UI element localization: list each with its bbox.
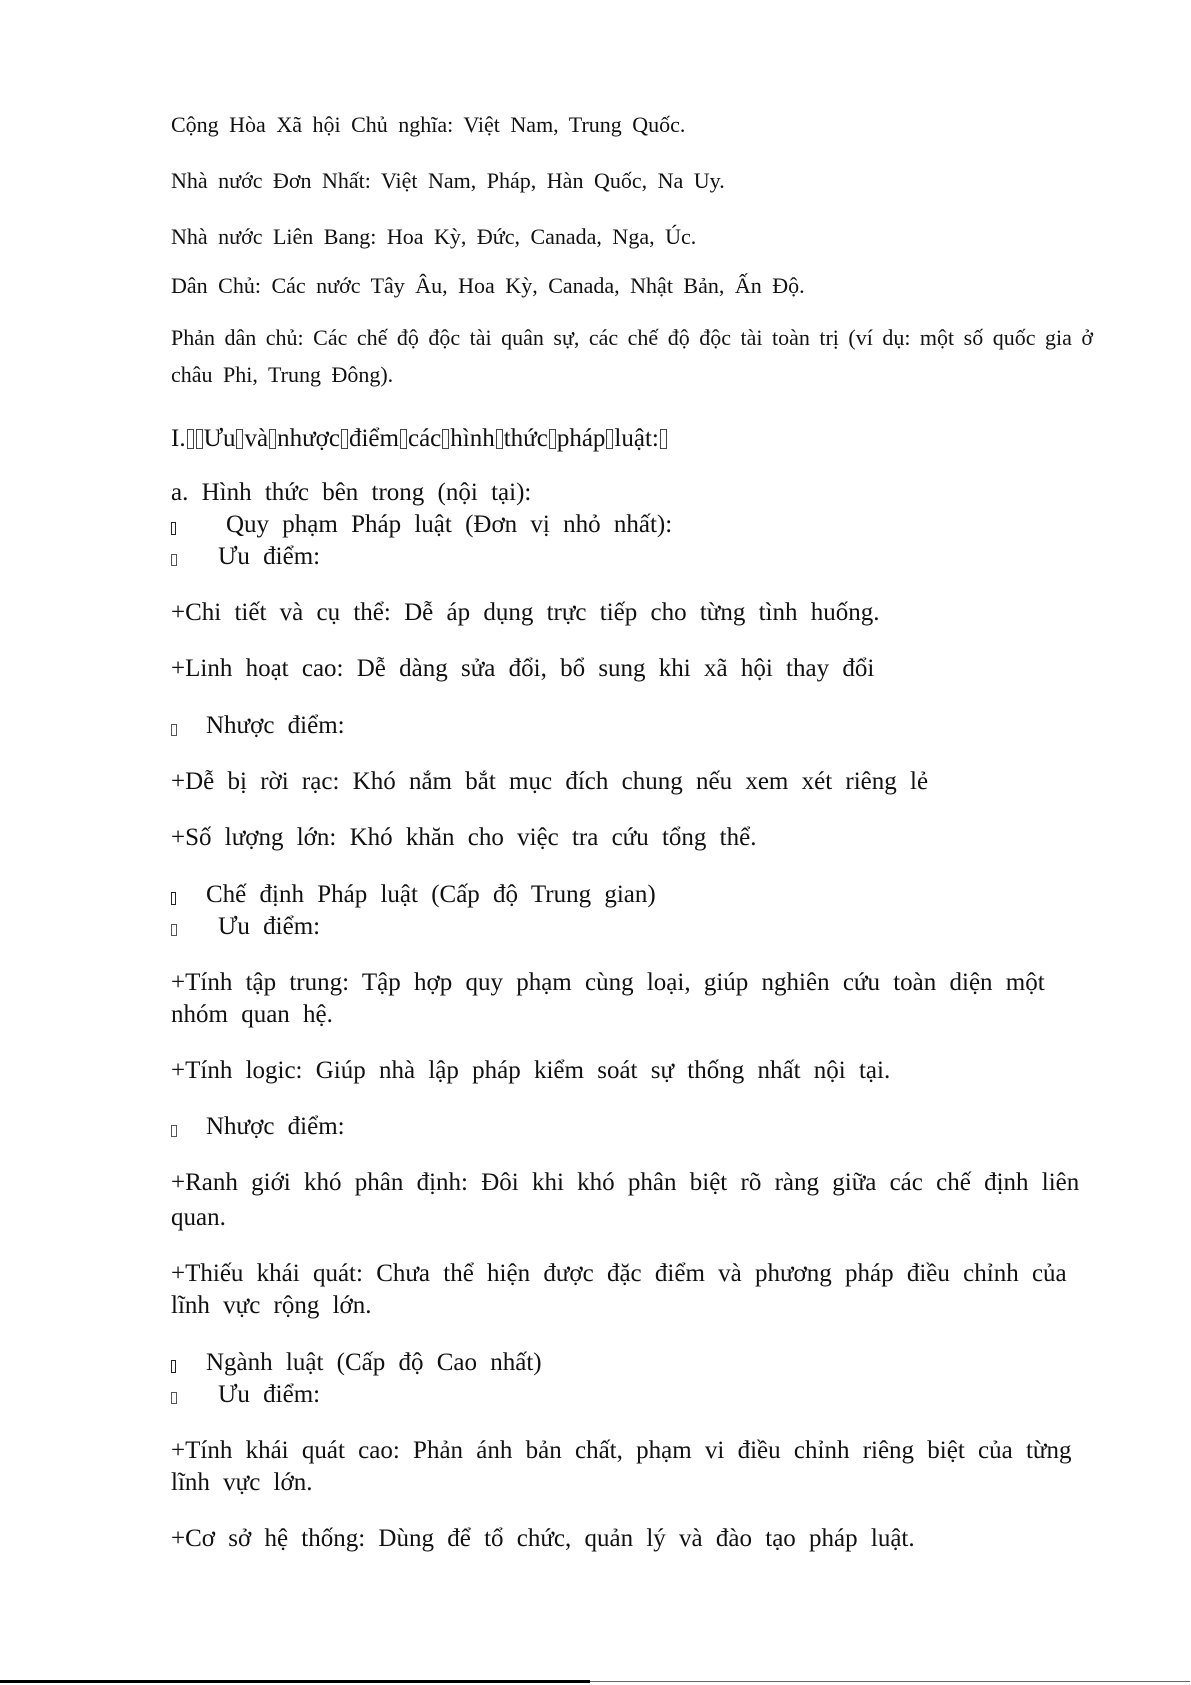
missing-glyph-icon bbox=[187, 429, 194, 449]
group-2-con-2-line-1: +Thiếu khái quát: Chưa thể hiện được đặc điểm và phương pháp điều chỉnh của bbox=[171, 1260, 1067, 1287]
bullet-icon bbox=[171, 1392, 177, 1404]
group-1-title: Quy phạm Pháp luật (Đơn vị nhỏ nhất): bbox=[226, 511, 673, 538]
group-1-con-2: +Số lượng lớn: Khó khăn cho việc tra cứu tổng thể. bbox=[171, 824, 757, 851]
bullet-icon bbox=[171, 924, 177, 936]
group-1-con-1: +Dễ bị rời rạc: Khó nắm bắt mục đích chung nếu xem xét riêng lẻ bbox=[171, 768, 929, 795]
section-heading bbox=[171, 425, 668, 453]
heading-prefix: I. bbox=[171, 425, 186, 452]
group-2-pro-2: +Tính logic: Giúp nhà lập pháp kiểm soát sự thống nhất nội tại. bbox=[171, 1057, 891, 1084]
heading-word: luật: bbox=[614, 425, 659, 452]
heading-word: hình bbox=[450, 425, 495, 452]
group-2-con-1-line-2: quan. bbox=[171, 1204, 226, 1231]
group-2-pros-label: Ưu điểm: bbox=[218, 913, 321, 940]
missing-glyph-icon bbox=[341, 429, 348, 449]
group-2-pro-1-line-2: nhóm quan hệ. bbox=[171, 1001, 333, 1028]
heading-word: pháp bbox=[556, 425, 606, 452]
group-2-cons-label: Nhược điểm: bbox=[206, 1113, 345, 1140]
group-3-pro-1-line-1: +Tính khái quát cao: Phản ánh bản chất, phạm vi điều chỉnh riêng biệt của từng bbox=[171, 1437, 1072, 1464]
bullet-icon bbox=[171, 724, 177, 736]
intro-line-5: Phản dân chủ: Các chế độ độc tài quân sự, các chế độ độc tài toàn trị (ví dụ: một số quốc gia ở bbox=[171, 325, 1093, 350]
page-divider bbox=[590, 1681, 1190, 1682]
heading-word: Ưu bbox=[203, 425, 236, 452]
missing-glyph-icon bbox=[269, 429, 276, 449]
group-3-title: Ngành luật (Cấp độ Cao nhất) bbox=[206, 1349, 542, 1376]
section-a-title: a. Hình thức bên trong (nội tại): bbox=[171, 479, 532, 506]
bullet-icon bbox=[171, 892, 176, 905]
intro-line-3: Nhà nước Liên Bang: Hoa Kỳ, Đức, Canada, Nga, Úc. bbox=[171, 224, 697, 249]
missing-glyph-icon bbox=[400, 429, 407, 449]
group-1-cons-label: Nhược điểm: bbox=[206, 712, 345, 739]
bullet-icon bbox=[171, 522, 176, 535]
missing-glyph-icon bbox=[606, 429, 613, 449]
missing-glyph-icon bbox=[442, 429, 449, 449]
group-3-pro-2: +Cơ sở hệ thống: Dùng để tổ chức, quản lý và đào tạo pháp luật. bbox=[171, 1525, 915, 1552]
missing-glyph-icon bbox=[549, 429, 556, 449]
group-3-pros-label: Ưu điểm: bbox=[218, 1381, 321, 1408]
group-1-pros-label: Ưu điểm: bbox=[218, 543, 321, 570]
intro-line-1: Cộng Hòa Xã hội Chủ nghĩa: Việt Nam, Trung Quốc. bbox=[171, 112, 686, 137]
intro-line-6: châu Phi, Trung Đông). bbox=[171, 362, 394, 387]
intro-line-2: Nhà nước Đơn Nhất: Việt Nam, Pháp, Hàn Quốc, Na Uy. bbox=[171, 168, 725, 193]
heading-word: thức bbox=[503, 425, 548, 452]
page-divider bbox=[0, 1680, 590, 1683]
group-2-con-1-line-1: +Ranh giới khó phân định: Đôi khi khó phân biệt rõ ràng giữa các chế định liên bbox=[171, 1169, 1080, 1196]
bullet-icon bbox=[171, 554, 177, 566]
missing-glyph-icon bbox=[196, 429, 203, 449]
group-2-pro-1-line-1: +Tính tập trung: Tập hợp quy phạm cùng loại, giúp nghiên cứu toàn diện một bbox=[171, 969, 1045, 996]
missing-glyph-icon bbox=[236, 429, 243, 449]
group-3-pro-1-line-2: lĩnh vực lớn. bbox=[171, 1469, 313, 1496]
group-2-con-2-line-2: lĩnh vực rộng lớn. bbox=[171, 1292, 372, 1319]
missing-glyph-icon bbox=[496, 429, 503, 449]
bullet-icon bbox=[171, 1360, 176, 1373]
group-1-pro-1: +Chi tiết và cụ thể: Dễ áp dụng trực tiếp cho từng tình huống. bbox=[171, 599, 880, 626]
group-1-pro-2: +Linh hoạt cao: Dễ dàng sửa đổi, bổ sung khi xã hội thay đổi bbox=[171, 655, 875, 682]
group-2-title: Chế định Pháp luật (Cấp độ Trung gian) bbox=[206, 881, 656, 908]
heading-word: điểm bbox=[348, 425, 399, 452]
intro-line-4: Dân Chủ: Các nước Tây Âu, Hoa Kỳ, Canada, Nhật Bản, Ấn Độ. bbox=[171, 273, 805, 298]
heading-word: và bbox=[244, 425, 269, 452]
heading-word: các bbox=[407, 425, 442, 452]
bullet-icon bbox=[171, 1125, 177, 1137]
heading-word: nhược bbox=[277, 425, 340, 452]
missing-glyph-icon bbox=[660, 429, 667, 449]
